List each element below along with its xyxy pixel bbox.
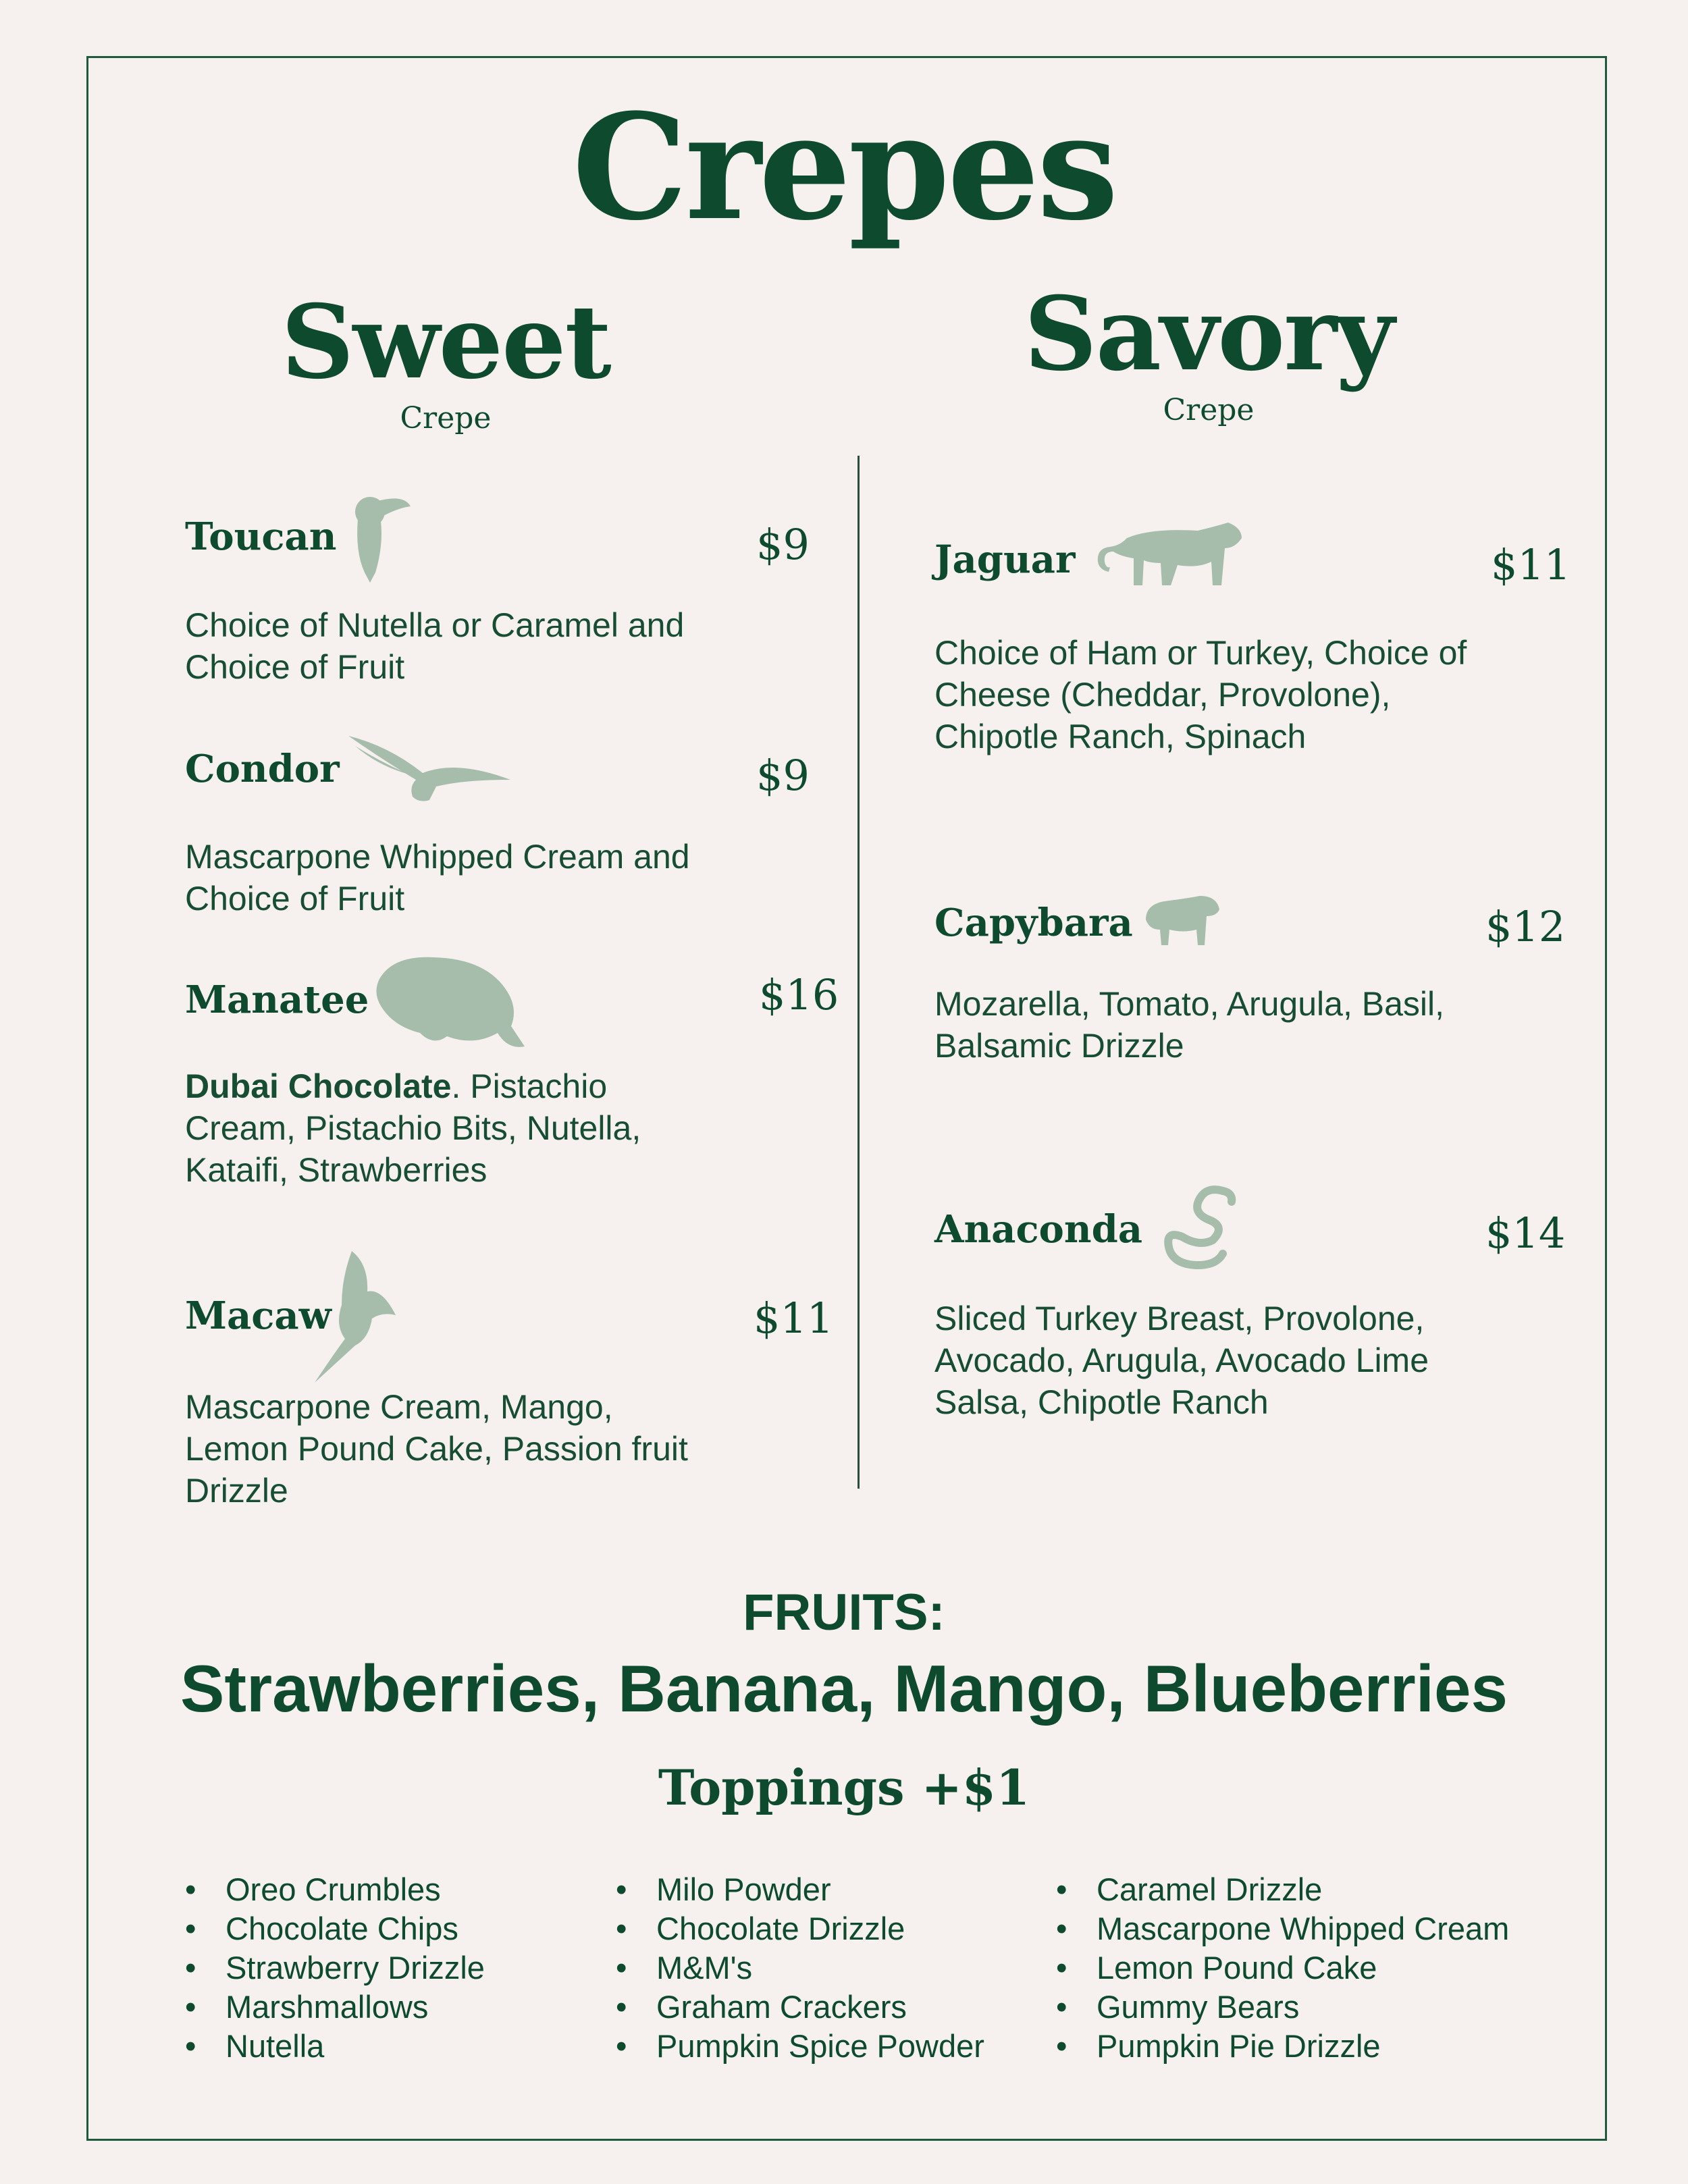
item-price-condor: $9 (756, 751, 810, 800)
manatee-icon (373, 952, 525, 1050)
item-desc-anaconda: Sliced Turkey Breast, Provolone, Avocado, Arugula, Avocado Lime Salsa, Chipotle Ranch (934, 1300, 1429, 1421)
topping-item: • M&M's (616, 1948, 984, 1988)
item-name-capybara: Capybara (934, 901, 1133, 945)
item-price-jaguar: $11 (1491, 540, 1571, 589)
fruits-label: FRUITS: (743, 1584, 945, 1641)
topping-item: • Pumpkin Pie Drizzle (1056, 2027, 1509, 2066)
item-desc-manatee (185, 1065, 712, 1191)
fruits-list: Strawberries, Banana, Mango, Blueberries (180, 1651, 1508, 1726)
sweet-heading: Sweet (281, 283, 610, 402)
item-price-capybara: $12 (1485, 902, 1566, 951)
toppings-title: Toppings +$1 (658, 1759, 1030, 1816)
topping-item: • Lemon Pound Cake (1056, 1948, 1509, 1988)
item-desc-manatee-bold: Dubai Chocolate (185, 1067, 452, 1105)
item-name-anaconda: Anaconda (934, 1207, 1143, 1252)
item-name-condor: Condor (185, 747, 340, 791)
topping-item: • Chocolate Chips (185, 1909, 485, 1948)
condor-icon (348, 733, 510, 807)
topping-item: • Graham Crackers (616, 1988, 984, 2027)
item-price-macaw: $11 (754, 1294, 834, 1343)
topping-item: • Mascarpone Whipped Cream (1056, 1909, 1509, 1948)
capybara-icon (1142, 893, 1220, 947)
toucan-icon (351, 491, 412, 583)
item-name-macaw: Macaw (185, 1294, 332, 1338)
macaw-icon (315, 1251, 402, 1383)
toppings-column-1 (185, 1870, 485, 2066)
topping-item: • Gummy Bears (1056, 1988, 1509, 2027)
savory-heading: Savory (1024, 275, 1394, 394)
item-name-toucan: Toucan (185, 514, 337, 559)
topping-item: • Pumpkin Spice Powder (616, 2027, 984, 2066)
item-price-manatee: $16 (759, 970, 839, 1019)
sweet-subheading: Crepe (400, 401, 492, 435)
topping-item: • Chocolate Drizzle (616, 1909, 984, 1948)
item-desc-toucan: Choice of Nutella or Caramel and Choice of Fruit (185, 606, 685, 686)
jaguar-icon (1097, 521, 1244, 589)
item-desc-condor: Mascarpone Whipped Cream and Choice of Fruit (185, 838, 690, 917)
item-desc-jaguar: Choice of Ham or Turkey, Choice of Cheese (Cheddar, Provolone), Chipotle Ranch, Spinach (934, 634, 1467, 755)
savory-subheading: Crepe (1163, 393, 1255, 427)
item-price-toucan: $9 (756, 520, 810, 569)
anaconda-icon (1159, 1183, 1236, 1271)
toppings-column-3 (1056, 1870, 1509, 2066)
item-desc-manatee-text: . Pistachio Cream, Pistachio Bits, Nutella, Kataifi, Strawberries (185, 1067, 641, 1189)
topping-item: • Oreo Crumbles (185, 1870, 485, 1909)
topping-item: • Strawberry Drizzle (185, 1948, 485, 1988)
topping-item: • Marshmallows (185, 1988, 485, 2027)
item-price-anaconda: $14 (1485, 1208, 1566, 1258)
toppings-column-2 (616, 1870, 984, 2066)
item-desc-capybara: Mozarella, Tomato, Arugula, Basil, Balsamic Drizzle (934, 985, 1445, 1065)
topping-item: • Nutella (185, 2027, 485, 2066)
item-name-jaguar: Jaguar (934, 537, 1076, 582)
topping-item: • Caramel Drizzle (1056, 1870, 1509, 1909)
sweet-header (223, 283, 668, 435)
column-divider (858, 456, 860, 1489)
topping-item: • Milo Powder (616, 1870, 984, 1909)
menu-title: Crepes (572, 82, 1116, 252)
savory-header (986, 275, 1431, 427)
item-desc-macaw: Mascarpone Cream, Mango, Lemon Pound Cake, Passion fruit Drizzle (185, 1388, 688, 1510)
item-name-manatee: Manatee (185, 978, 369, 1022)
